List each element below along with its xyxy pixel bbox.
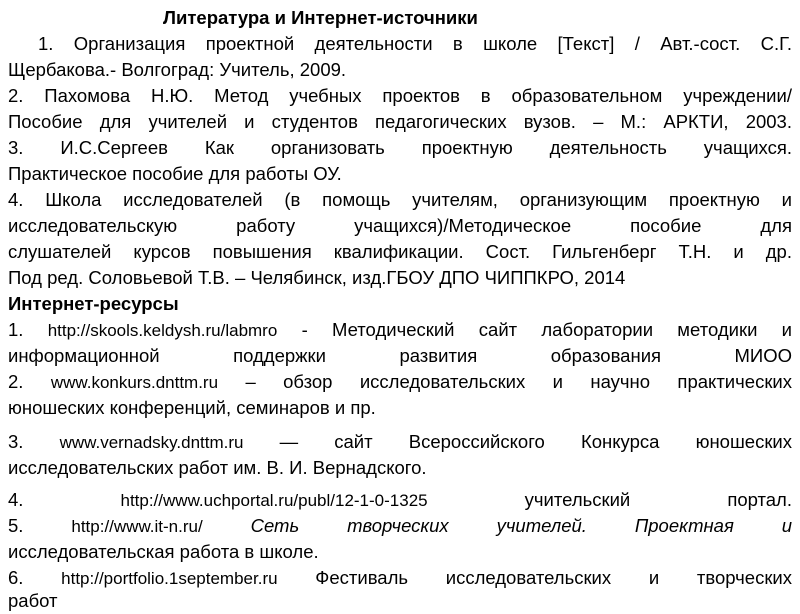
internet-resources-heading: Интернет-ресурсы — [8, 293, 179, 314]
internet-item-4-number: 4. — [8, 489, 24, 510]
internet-item-5-description: Сеть творческих учителей. Проектная и — [250, 515, 793, 536]
internet-item-1-number: 1. — [8, 319, 24, 340]
internet-item-5-line-2: исследовательская работа в школе. — [8, 541, 319, 562]
internet-item-3-line-2: исследовательских работ им. В. И. Вернадского. — [8, 457, 427, 478]
literature-item-2-line-2: Пособие для учителей и студентов педагогических вузов. – М.: АРКТИ, 2003. — [8, 111, 792, 132]
literature-item-4-line-4: Под ред. Соловьевой Т.В. – Челябинск, изд.ГБОУ ДПО ЧИППКРО, 2014 — [8, 267, 626, 288]
internet-item-4-description-end: портал. — [727, 489, 792, 510]
internet-item-3-description: — сайт Всероссийского Конкурса юношеских — [279, 431, 793, 452]
internet-item-6-number: 6. — [8, 567, 24, 588]
internet-item-4-link[interactable]: http://www.uchportal.ru/publ/12-1-0-1325 — [120, 491, 428, 510]
literature-item-2-line-1: 2. Пахомова Н.Ю. Метод учебных проектов в образовательном учреждении/ — [8, 85, 792, 106]
internet-item-1-line-1 — [8, 317, 792, 343]
internet-item-1-description: - Методический сайт лаборатории методики и — [301, 319, 792, 340]
internet-item-2-line-1 — [8, 369, 792, 395]
internet-item-5-number: 5. — [8, 515, 24, 536]
internet-item-5-line-1 — [8, 513, 792, 539]
internet-item-4-description: учительский — [524, 489, 631, 510]
literature-item-1-line-2: Щербакова.- Волгоград: Учитель, 2009. — [8, 59, 347, 80]
literature-item-3-line-2: Практическое пособие для работы ОУ. — [8, 163, 342, 184]
literature-item-4-line-3: слушателей курсов повышения квалификации. Сост. Гильгенберг Т.Н. и др. — [8, 241, 792, 262]
internet-item-3-number: 3. — [8, 431, 24, 452]
literature-item-1-line-1: 1. Организация проектной деятельности в школе [Текст] / Авт.-сост. С.Г. — [38, 33, 792, 54]
internet-item-1-line-2: информационной поддержки развития образования МИОО — [8, 345, 792, 366]
literature-item-3-line-1: 3. И.С.Сергеев Как организовать проектную деятельность учащихся. — [8, 137, 792, 158]
internet-item-2-link[interactable]: www.konkurs.dnttm.ru — [50, 373, 219, 392]
internet-item-3-link[interactable]: www.vernadsky.dnttm.ru — [59, 433, 244, 452]
internet-item-6-description: Фестиваль исследовательских и творческих — [315, 567, 793, 588]
internet-item-6-link[interactable]: http://portfolio.1september.ru — [61, 569, 278, 588]
page-title: Литература и Интернет-источники — [163, 7, 478, 28]
internet-item-2-line-2: юношеских конференций, семинаров и пр. — [8, 397, 376, 418]
internet-item-1-link[interactable]: http://skools.keldysh.ru/labmro — [47, 321, 278, 340]
internet-item-3-line-1 — [8, 429, 792, 455]
internet-item-6-line-2: работ — [8, 590, 58, 611]
internet-item-2-description: – обзор исследовательских и научно практических — [245, 371, 792, 392]
literature-item-4-line-2: исследовательскую работу учащихся)/Методическое пособие для — [8, 215, 792, 236]
literature-item-4-line-1: 4. Школа исследователей (в помощь учителям, организующим проектную и — [8, 189, 792, 210]
internet-item-5-link[interactable]: http://www.it-n.ru/ — [71, 517, 203, 536]
internet-item-2-number: 2. — [8, 371, 24, 392]
internet-item-4-line-1 — [8, 487, 792, 513]
